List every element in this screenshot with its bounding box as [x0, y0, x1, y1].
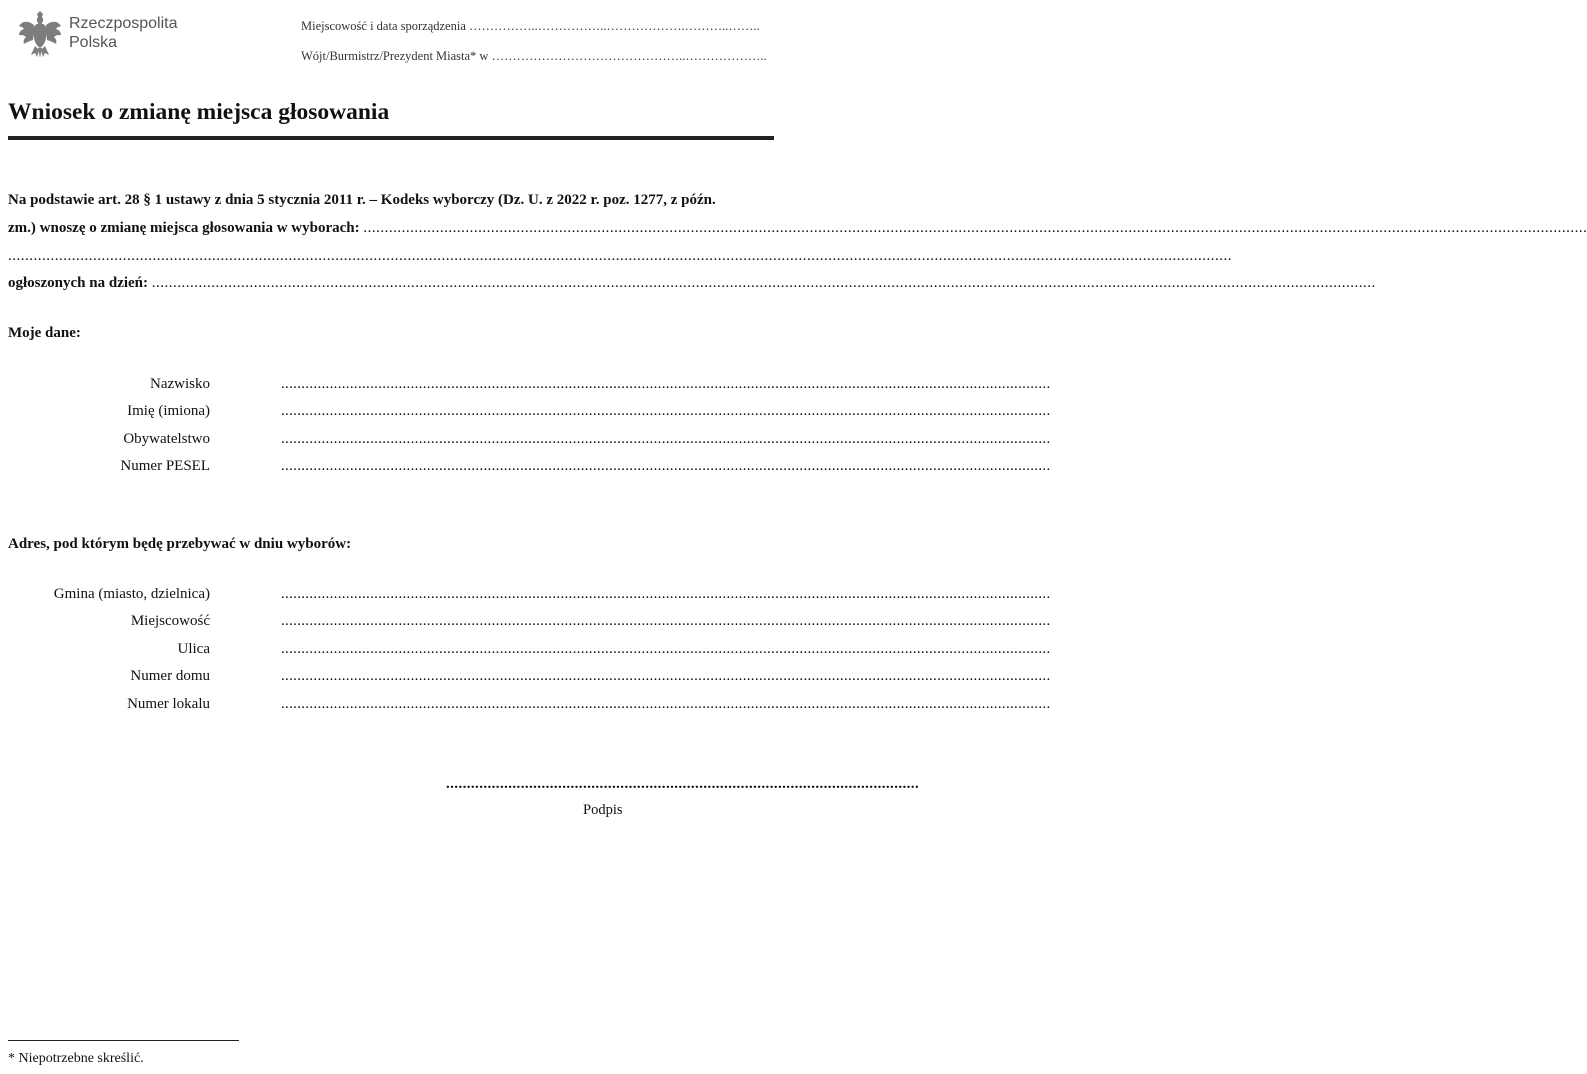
municipality-label: Gmina (miasto, dzielnica) [53, 586, 210, 602]
citizenship-field[interactable]: .............................................................................................................................................................................................. [281, 431, 1051, 447]
election-date-field[interactable]: ................................................................................................................................................................................................................................................................................................ [151, 275, 1376, 291]
polish-eagle-icon [16, 8, 64, 60]
surname-label: Nazwisko [150, 376, 210, 392]
intro-line-1: Na podstawie art. 28 § 1 ustawy z dnia 5 stycznia 2011 r. – Kodeks wyborczy (Dz. U. z 2022 r. poz. 1277, z późn. [8, 192, 716, 208]
locality-field[interactable]: .............................................................................................................................................................................................. [281, 613, 1051, 629]
signature-field[interactable]: .................................................................................................................. [446, 776, 920, 792]
authority-line [301, 49, 767, 64]
footnote-divider [8, 1040, 239, 1041]
citizenship-label: Obywatelstwo [123, 431, 210, 447]
address-heading: Adres, pod którym będę przebywać w dniu wyborów: [8, 536, 352, 552]
apartment-number-label: Numer lokalu [127, 696, 210, 712]
house-number-label: Numer domu [130, 668, 210, 684]
election-name-field-continued[interactable]: ................................................................................................................................................................................................................................................................................................ [8, 248, 1232, 264]
logo-line-2: Polska [69, 34, 118, 51]
locality-label: Miejscowość [130, 613, 210, 629]
place-date-fill[interactable]: ……………..……………..……………….………..…….. [469, 19, 760, 33]
intro-line-3 [8, 248, 1232, 265]
logo-line-1: Rzeczpospolita [69, 15, 178, 32]
municipality-field[interactable]: .............................................................................................................................................................................................. [281, 586, 1051, 602]
house-number-field[interactable]: .............................................................................................................................................................................................. [281, 668, 1051, 684]
authority-label: Wójt/Burmistrz/Prezydent Miasta* w [301, 49, 489, 63]
intro-line-2-text: zm.) wnoszę o zmianę miejsca głosowania w wyborach: [8, 220, 360, 236]
place-date-label: Miejscowość i data sporządzenia [301, 19, 466, 33]
surname-field[interactable]: .............................................................................................................................................................................................. [281, 376, 1051, 392]
intro-line-4 [8, 275, 1376, 292]
election-name-field[interactable]: ................................................................................................................................................................................................................................................................................................ [363, 220, 1587, 236]
apartment-number-field[interactable]: .............................................................................................................................................................................................. [281, 696, 1051, 712]
personal-data-heading: Moje dane: [8, 325, 81, 341]
place-date-line [301, 19, 760, 34]
first-names-field[interactable]: .............................................................................................................................................................................................. [281, 403, 1051, 419]
title-divider [8, 136, 774, 140]
footnote: * Niepotrzebne skreślić. [8, 1051, 144, 1066]
pesel-label: Numer PESEL [120, 458, 210, 474]
authority-fill[interactable]: ………………………………………..……………….. [491, 49, 767, 63]
document-title: Wniosek o zmianę miejsca głosowania [8, 99, 390, 125]
logo-text [69, 14, 178, 52]
intro-line-4-text: ogłoszonych na dzień: [8, 275, 149, 291]
street-field[interactable]: .............................................................................................................................................................................................. [281, 641, 1051, 657]
street-label: Ulica [177, 641, 210, 657]
pesel-field[interactable]: .............................................................................................................................................................................................. [281, 458, 1051, 474]
signature-label: Podpis [583, 802, 623, 818]
intro-line-2 [8, 220, 1587, 237]
first-names-label: Imię (imiona) [127, 403, 210, 419]
